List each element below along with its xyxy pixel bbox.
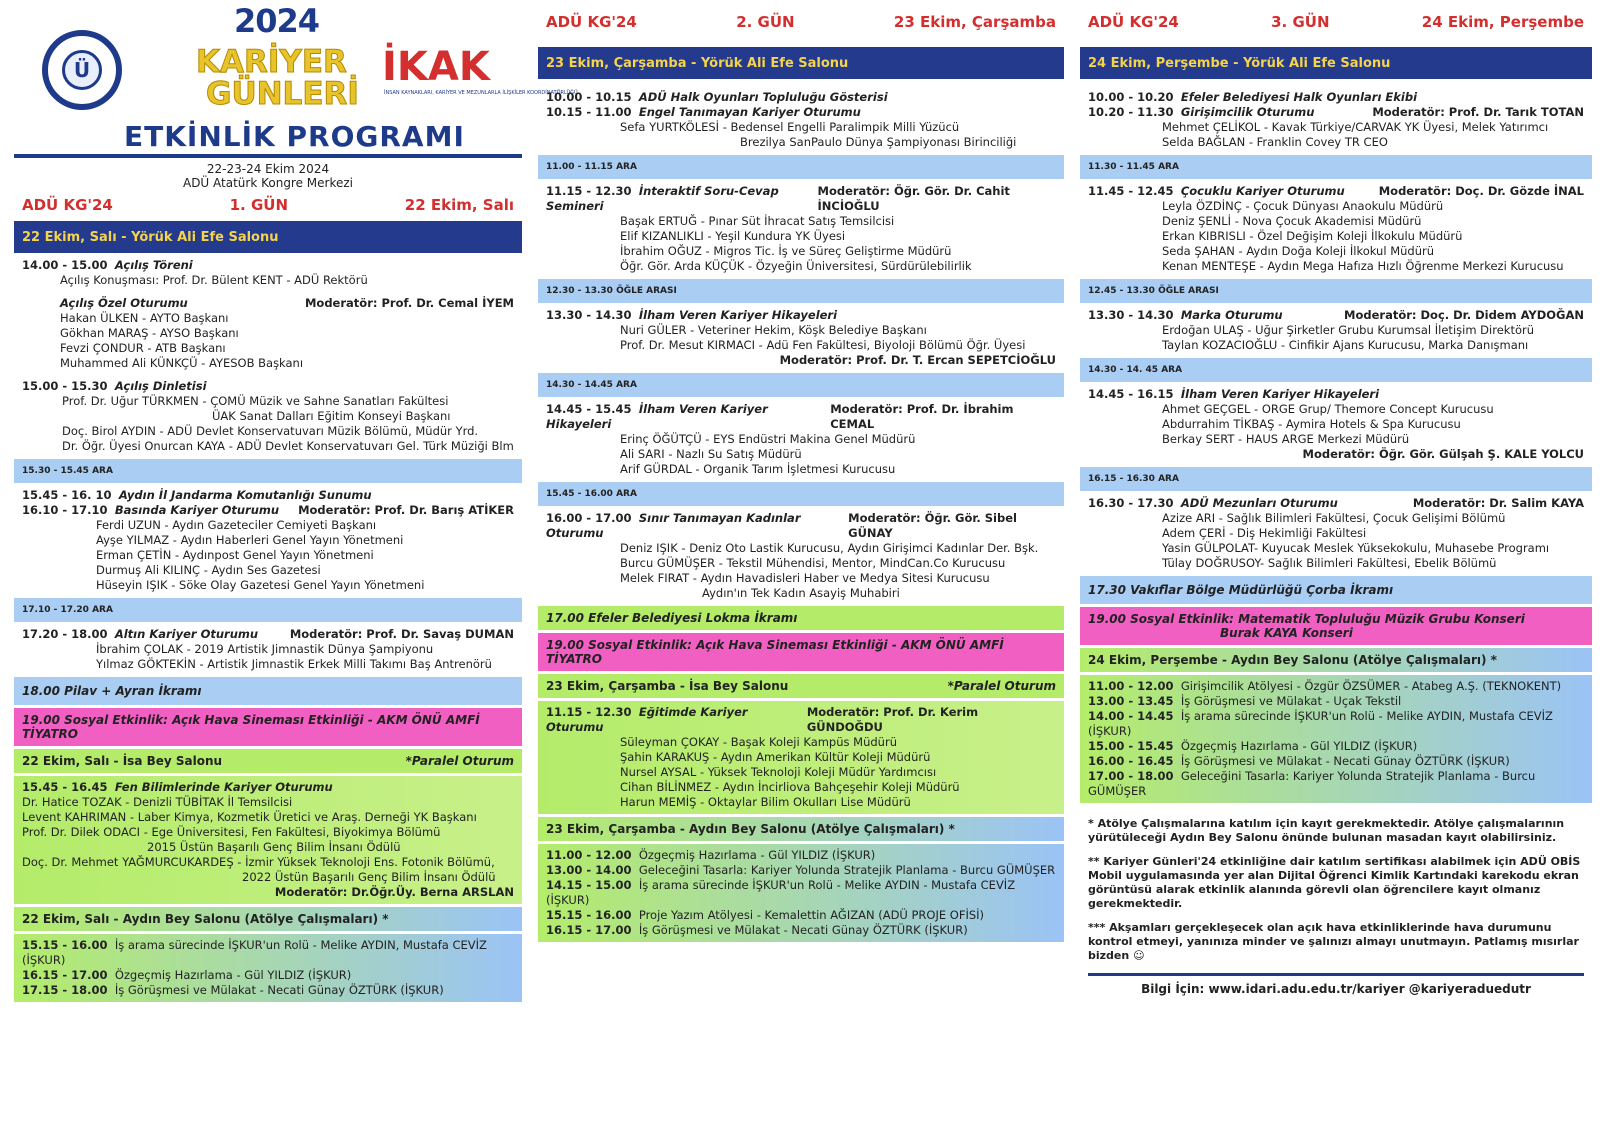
aydin-bey-band: 22 Ekim, Salı - Aydın Bey Salonu (Atölye Çalışmaları) *: [14, 907, 522, 931]
break-band: 12.30 - 13.30 ÖĞLE ARASI: [538, 279, 1064, 303]
corba-band: 17.30 Vakıflar Bölge Müdürlüğü Çorba İkramı: [1080, 576, 1592, 604]
workshop-list: 11.00 - 12.00 Girişimcilik Atölyesi - Özgür ÖZSÜMER - Atabeg A.Ş. (TEKNOKENT) 13.00 - 13.45 İş Görüşmesi ve Mülakat - Uçak Tekstil 14.00 - 14.45 İş arama sürecinde İŞKUR'un Rolü - Melike AYDIN, Mustafa CEVİZ (İŞKUR) 15.00 - 15.45 Özgeçmiş Hazırlama - Gül YILDIZ (İŞKUR) 16.00 - 16.45 İş Görüşmesi ve Mülakat - Necati Günay ÖZTÜRK (İŞKUR) 17.00 - 18.00 Geleceğini Tasarla: Kariyer Yolunda Stratejik Planlama - Burcu GÜMÜŞER: [1080, 675, 1592, 803]
isa-bey-band: 22 Ekim, Salı - İsa Bey Salonu *Paralel Oturum: [14, 749, 522, 773]
session: 15.45 - 16.45 Fen Bilimlerinde Kariyer Oturumu Dr. Hatice TOZAK - Denizli TÜBİTAK İl Temsilcisi Levent KAHRIMAN - Laber Kimya, Kozmetik Üretici ve Araş. Derneği YK Başkanı Prof. Dr. Dilek ODACI - Ege Üniversitesi, Fen Fakültesi, Biyokimya Bölümü 2015 Üstün Başarılı Genç Bilim İnsanı Ödülü Doç. Dr. Mehmet YAĞMURCUKARDEŞ - İzmir Yüksek Teknoloji Ens. Fotonik Bölümü, 2022 Üstün Başarılı Genç Bilim İnsanı Ödülü Moderatör: Dr.Öğr.Üy. Berna ARSLAN: [14, 776, 522, 904]
day1-header: ADÜ KG'24 1. GÜN 22 Ekim, Salı: [22, 196, 514, 214]
isa-bey-band: 23 Ekim, Çarşamba - İsa Bey Salonu *Paralel Oturum: [538, 674, 1064, 698]
lokma-band: 17.00 Efeler Belediyesi Lokma İkramı: [538, 606, 1064, 630]
event-dates: 22-23-24 Ekim 2024 ADÜ Atatürk Kongre Merkezi: [182, 162, 354, 190]
break-band: 12.45 - 13.30 ÖĞLE ARASI: [1080, 279, 1592, 303]
break-band: 14.30 - 14.45 ARA: [538, 373, 1064, 397]
session: 15.45 - 16. 10 Aydın İl Jandarma Komutanlığı Sunumu 16.10 - 17.10 Basında Kariyer Oturumu Moderatör: Prof. Dr. Barış ATİKER Ferdi UZUN - Aydın Gazeteciler Cemiyeti Başkanı Ayşe YILMAZ - Aydın Haberleri Genel Yayın Yönetmeni Erman ÇETİN - Aydınpost Genel Yayın Yönetmeni Durmuş Ali KILINÇ - Aydın Ses Gazetesi Hüseyin IŞIK - Söke Olay Gazetesi Genel Yayın Yönetmeni: [22, 488, 514, 592]
aydin-bey-band: 23 Ekim, Çarşamba - Aydın Bey Salonu (Atölye Çalışmaları) *: [538, 817, 1064, 841]
concert-band: 19.00 Sosyal Etkinlik: Matematik Topluluğu Müzik Grubu Konseri Burak KAYA Konseri: [1080, 607, 1592, 645]
session: 16.00 - 17.00 Sınır Tanımayan Kadınlar Oturumu Moderatör: Öğr. Gör. Sibel GÜNAY Deniz IŞIK - Deniz Oto Lastik Kurucusu, Aydın Girişimci Kadınlar Der. Bşk. Burcu GÜMÜŞER - Tekstil Mühendisi, Mentor, MindCan.Co Kurucusu Melek FIRAT - Aydın Havadisleri Haber ve Medya Sitesi Kurucusu Aydın'ın Tek Kadın Asayiş Muhabiri: [546, 511, 1039, 600]
salon-band: 23 Ekim, Çarşamba - Yörük Ali Efe Salonu: [538, 47, 1064, 79]
year-logo: 2024: [234, 2, 320, 40]
break-band: 11.00 - 11.15 ARA: [538, 155, 1064, 179]
session: 14.45 - 15.45 İlham Veren Kariyer Hikayeleri Moderatör: Prof. Dr. İbrahim CEMAL Erinç ÖĞÜTÇÜ - EYS Endüstri Makina Genel Müdürü Ali SARI - Nazlı Su Satış Müdürü Arif GÜRDAL - Organik Tarım İşletmesi Kurucusu: [546, 402, 1014, 476]
session: 14.45 - 16.15 İlham Veren Kariyer Hikayeleri Ahmet GEÇGEL - ORGE Grup/ Themore Concept Kurucusu Abdurrahim TİKBAŞ - Aymira Hotels & Spa Kurucusu Berkay SERT - HAUS ARGE Merkezi Müdürü Moderatör: Öğr. Gör. Gülşah Ş. KALE YOLCU: [1088, 387, 1584, 461]
day2-column: [538, 0, 1064, 1131]
session: 11.15 - 12.30 Eğitimde Kariyer Oturumu Moderatör: Prof. Dr. Kerim GÜNDOĞDU Süleyman ÇOKAY - Başak Koleji Kampüs Müdürü Şahin KARAKUŞ - Aydın Amerikan Kültür Koleji Müdürü Nursel AYSAL - Yüksek Teknoloji Koleji Müdür Yardımcısı Cihan BİLİNMEZ - Aydın İncirliova Bahçeşehir Koleji Müdürü Harun MEMİŞ - Oktaylar Bilim Okulları Lise Müdürü: [538, 701, 1064, 814]
session: 13.30 - 14.30 Marka Oturumu Moderatör: Doç. Dr. Didem AYDOĞAN Erdoğan ULAŞ - Uğur Şirketler Grubu Kurumsal İletişim Direktörü Taylan KOZACIOĞLU - Cinfikir Ajans Kurucusu, Marka Danışmanı: [1088, 308, 1584, 352]
break-band: 11.30 - 11.45 ARA: [1080, 155, 1592, 179]
workshop-list: 11.00 - 12.00 Özgeçmiş Hazırlama - Gül YILDIZ (İŞKUR) 13.00 - 14.00 Geleceğini Tasarla: Kariyer Yolunda Stratejik Planlama - Burcu GÜMÜŞER 14.15 - 15.00 İş arama sürecinde İŞKUR'un Rolü - Melike AYDIN - Mustafa CEVİZ (İŞKUR) 15.15 - 16.00 Proje Yazım Atölyesi - Kemalettin AĞIZAN (ADÜ PROJE OFİSİ) 16.15 - 17.00 İş Görüşmesi ve Mülakat - Necati Günay ÖZTÜRK (İŞKUR): [538, 844, 1064, 942]
cinema-band: 19.00 Sosyal Etkinlik: Açık Hava Sineması Etkinliği - AKM ÖNÜ AMFİ TİYATRO: [538, 633, 1064, 671]
workshop-list: 15.15 - 16.00 İş arama sürecinde İŞKUR'un Rolü - Melike AYDIN, Mustafa CEVİZ (İŞKUR) 16.15 - 17.00 Özgeçmiş Hazırlama - Gül YILDIZ (İŞKUR) 17.15 - 18.00 İş Görüşmesi ve Mülakat - Necati Günay ÖZTÜRK (İŞKUR): [14, 934, 522, 1002]
break-band: 17.10 - 17.20 ARA: [14, 598, 522, 622]
day1-column: [14, 0, 578, 1131]
pilav-band: 18.00 Pilav + Ayran İkramı: [14, 677, 522, 705]
note-1: * Atölye Çalışmalarına katılım için kayıt gerekmektedir. Atölye çalışmalarının yürütüleceği Aydın Bey Salonu önünde bulunan masadan kayıt olabilirsiniz.: [1088, 817, 1565, 844]
note-3: *** Akşamları gerçekleşecek olan açık hava etkinliklerinde hava durumunu kontrol etmeyi, yanınıza minder ve şalınızı almayı unutmayın. Patlamış mısırlar bizden ☺: [1088, 921, 1579, 962]
footnotes: [1080, 817, 1592, 963]
cinema-band: 19.00 Sosyal Etkinlik: Açık Hava Sineması Etkinliği - AKM ÖNÜ AMFİ TİYATRO: [14, 708, 522, 746]
session: 11.45 - 12.45 Çocuklu Kariyer Oturumu Moderatör: Doç. Dr. Gözde İNAL Leyla ÖZDİNÇ - Çocuk Dünyası Anaokulu Müdürü Deniz ŞENLİ - Nova Çocuk Akademisi Müdürü Erkan KIBRISLI - Özel Değişim Koleji İlkokulu Müdürü Seda ŞAHAN - Aydın Doğa Koleji İlkokul Müdürü Kenan MENTEŞE - Aydın Mega Hafıza Hızlı Öğrenme Merkezi Kurucusu: [1088, 184, 1584, 273]
contact-footer[interactable]: Bilgi İçin: www.idari.adu.edu.tr/kariyer @kariyeraduedutr: [1088, 973, 1584, 996]
session: 14.00 - 15.00 Açılış Töreni Açılış Konuşması: Prof. Dr. Bülent KENT - ADÜ Rektörü Açılış Özel Oturumu Moderatör: Prof. Dr. Cemal İYEM Hakan ÜLKEN - AYTO Başkanı Gökhan MARAŞ - AYSO Başkanı Fevzi ÇONDUR - ATB Başkanı Muhammed Ali KÜNKÇÜ - AYESOB Başkanı 15.00 - 15.30 Açılış Dinletisi Prof. Dr. Uğur TÜRKMEN - ÇOMÜ Müzik ve Sahne Sanatları Fakültesi ÜAK Sanat Dalları Eğitim Konseyi Başkanı Doç. Birol AYDIN - ADÜ Devlet Konservatuvarı Müzik Bölümü, Müdür Yrd. Dr. Öğr. Üyesi Onurcan KAYA - ADÜ Devlet Konservatuvarı Gel. Türk Müziği Blm: [22, 258, 514, 453]
gunleri-logo: GÜNLERİ: [206, 76, 359, 112]
session: 11.15 - 12.30 İnteraktif Soru-Cevap Semineri Moderatör: Öğr. Gör. Dr. Cahit İNCİOĞLU Başak ERTUĞ - Pınar Süt İhracat Satış Temsilcisi Elif KIZANLIKLI - Yeşil Kundura YK Üyesi İbrahim OĞUZ - Migros Tic. İş ve Süreç Geliştirme Müdürü Öğr. Gör. Arda KÜÇÜK - Özyeğin Üniversitesi, Sürdürülebilirlik: [546, 184, 1010, 273]
kariyer-logo: KARİYER: [196, 44, 347, 80]
break-band: 15.30 - 15.45 ARA: [14, 459, 522, 483]
day3-column: [1080, 0, 1592, 1131]
break-band: 15.45 - 16.00 ARA: [538, 482, 1064, 506]
session: 17.20 - 18.00 Altın Kariyer Oturumu Moderatör: Prof. Dr. Savaş DUMAN İbrahim ÇOLAK - 2019 Artistik Jimnastik Dünya Şampiyonu Yılmaz GÖKTEKİN - Artistik Jimnastik Erkek Milli Takımı Baş Antrenörü: [22, 627, 514, 671]
ikak-logo: İKAK İNSAN KAYNAKLARI, KARİYER VE MEZUNLARLA İLİŞKİLER KOORDİNATÖRLÜĞÜ: [382, 44, 578, 96]
session: 13.30 - 14.30 İlham Veren Kariyer Hikayeleri Nuri GÜLER - Veteriner Hekim, Köşk Belediye Başkanı Prof. Dr. Mesut KIRMACI - Adü Fen Fakültesi, Biyoloji Bölümü Öğr. Üyesi Moderatör: Prof. Dr. T. Ercan SEPETCİOĞLU: [546, 308, 1056, 367]
salon-band: 24 Ekim, Perşembe - Yörük Ali Efe Salonu: [1080, 47, 1592, 79]
day2-header: ADÜ KG'24 2. GÜN 23 Ekim, Çarşamba: [546, 13, 1056, 31]
salon-band: 22 Ekim, Salı - Yörük Ali Efe Salonu: [14, 221, 522, 253]
divider: [14, 154, 522, 158]
program-title: ETKİNLİK PROGRAMI: [124, 120, 465, 153]
session: 16.30 - 17.30 ADÜ Mezunları Oturumu Moderatör: Dr. Salim KAYA Azize ARI - Sağlık Bilimleri Fakültesi, Çocuk Gelişimi Bölümü Adem ÇERİ - Diş Hekimliği Fakültesi Yasin GÜLPOLAT- Kuyucak Meslek Yüksekokulu, Muhasebe Programı Tülay DOĞRUSOY- Sağlık Bilimleri Fakültesi, Ebelik Bölümü: [1088, 496, 1584, 570]
aydin-bey-band: 24 Ekim, Perşembe - Aydın Bey Salonu (Atölye Çalışmaları) *: [1080, 648, 1592, 672]
break-band: 16.15 - 16.30 ARA: [1080, 467, 1592, 491]
day3-header: ADÜ KG'24 3. GÜN 24 Ekim, Perşembe: [1088, 13, 1584, 31]
note-2: ** Kariyer Günleri'24 etkinliğine dair katılım sertifikası alabilmek için ADÜ OBİS Mobil uygulamasında yer alan Dijital Öğrenci Kimlik Kartındaki karekodu ekran görüntüsü alarak etkinlik alanında görevli olan öğrencilere kayıt olmanız gerekmektedir.: [1088, 855, 1581, 910]
session: 10.00 - 10.15 ADÜ Halk Oyunları Topluluğu Gösterisi 10.15 - 11.00 Engel Tanımayan Kariyer Oturumu Sefa YURTKÖLESİ - Bedensel Engelli Paralimpik Milli Yüzücü Brezilya SanPaulo Dünya Şampiyonası Birinciliği: [546, 90, 1017, 149]
header-logos: [14, 0, 578, 192]
break-band: 14.30 - 14. 45 ARA: [1080, 358, 1592, 382]
smile-icon: ☺: [1133, 949, 1145, 962]
session: 10.00 - 10.20 Efeler Belediyesi Halk Oyunları Ekibi 10.20 - 11.30 Girişimcilik Oturumu Moderatör: Prof. Dr. Tarık TOTAN Mehmet ÇELİKOL - Kavak Türkiye/CARVAK YK Üyesi, Melek Yatırımcı Selda BAĞLAN - Franklin Covey TR CEO: [1088, 90, 1584, 149]
university-seal: Ü: [42, 30, 122, 110]
